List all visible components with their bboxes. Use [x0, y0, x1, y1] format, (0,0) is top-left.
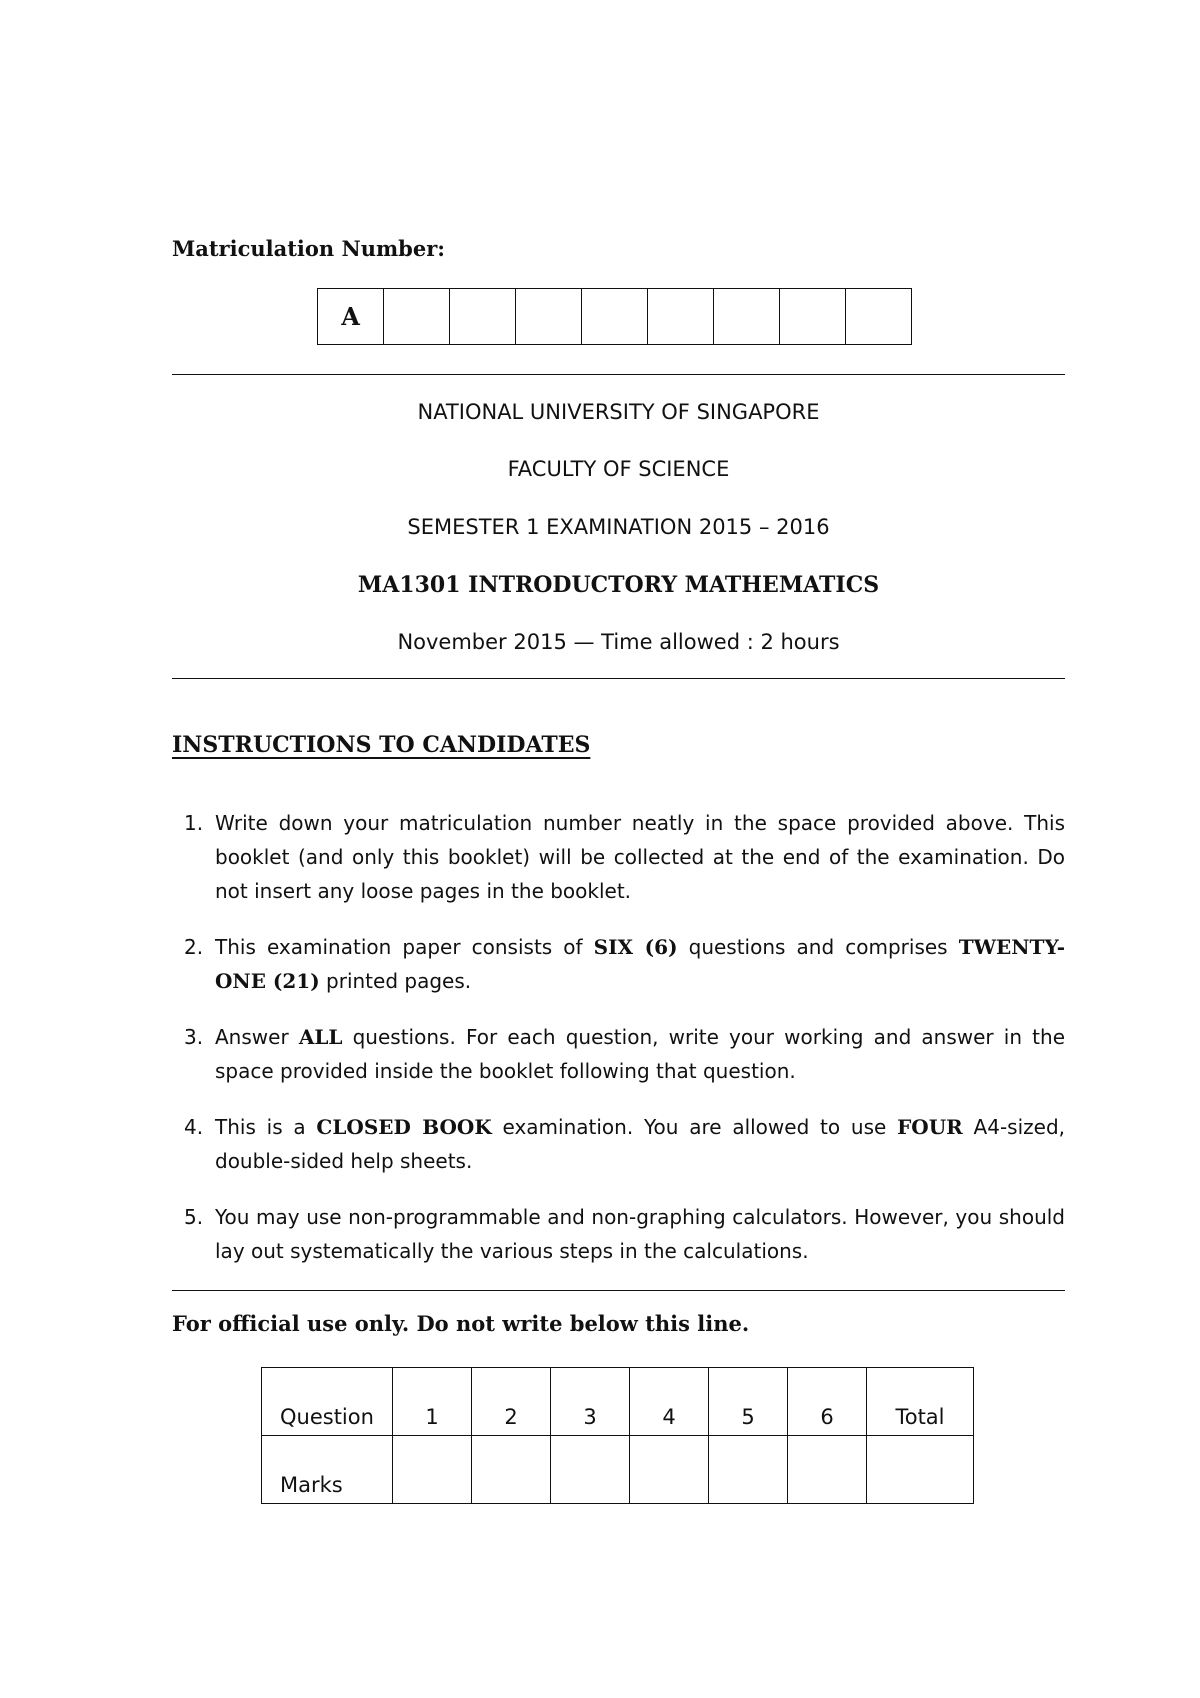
marks-label: Marks: [262, 1436, 393, 1504]
instruction-text: questions and comprises: [677, 935, 959, 959]
instruction-item: [172, 1020, 1065, 1088]
matric-digit-box[interactable]: [384, 289, 450, 345]
question-row: [262, 1368, 974, 1436]
course-title: MA1301 INTRODUCTORY MATHEMATICS: [357, 572, 880, 598]
marks-cell[interactable]: [630, 1436, 709, 1504]
instruction-text: You may use non-programmable and non-graphing calculators. However, you should lay out systematically the various steps in the calculations.: [215, 1205, 1065, 1263]
matric-digit-box[interactable]: [450, 289, 516, 345]
matric-digit-box[interactable]: [846, 289, 912, 345]
matric-digit-box[interactable]: [516, 289, 582, 345]
faculty-name: FACULTY OF SCIENCE: [507, 457, 730, 481]
total-marks-cell[interactable]: [867, 1436, 974, 1504]
instruction-emphasis: TWENTY-ONE (21): [215, 935, 1066, 993]
matric-digit-box[interactable]: [714, 289, 780, 345]
instruction-text: This examination paper consists of: [215, 935, 594, 959]
divider-header-bottom: [172, 678, 1065, 679]
marks-cell[interactable]: [393, 1436, 472, 1504]
marks-cell[interactable]: [551, 1436, 630, 1504]
divider-official: [172, 1290, 1065, 1291]
question-number: 6: [788, 1368, 867, 1436]
instruction-item: [172, 806, 1065, 908]
instructions-heading: INSTRUCTIONS TO CANDIDATES: [172, 732, 591, 758]
instruction-text: This is a: [215, 1115, 317, 1139]
instruction-emphasis: SIX (6): [593, 935, 678, 959]
question-number: 1: [393, 1368, 472, 1436]
question-number: 5: [709, 1368, 788, 1436]
instruction-number: 1.: [184, 811, 204, 835]
matriculation-boxes: [317, 288, 912, 345]
semester-title: SEMESTER 1 EXAMINATION 2015 – 2016: [407, 515, 830, 539]
instruction-text: examination. You are allowed to use: [491, 1115, 898, 1139]
marks-table: [261, 1367, 974, 1504]
divider-top: [172, 374, 1065, 375]
instruction-number: 4.: [184, 1115, 204, 1139]
instruction-emphasis: FOUR: [897, 1115, 963, 1139]
question-number: 2: [472, 1368, 551, 1436]
instruction-emphasis: ALL: [298, 1025, 343, 1049]
instruction-number: 3.: [184, 1025, 204, 1049]
matriculation-label: Matriculation Number:: [172, 236, 446, 261]
instruction-item: [172, 930, 1065, 998]
total-label: Total: [867, 1368, 974, 1436]
matric-digit-box[interactable]: [648, 289, 714, 345]
instruction-text: questions. For each question, write your working and answer in the space provided inside the booklet following that question.: [215, 1025, 1065, 1083]
question-number: 3: [551, 1368, 630, 1436]
matric-prefix-box: A: [318, 289, 384, 345]
instruction-text: Write down your matriculation number neatly in the space provided above. This booklet (and only this booklet) will be collected at the end of the examination. Do not insert any loose pages in the booklet.: [215, 811, 1065, 903]
marks-cell[interactable]: [709, 1436, 788, 1504]
instructions-list: [172, 806, 1065, 1290]
marks-cell[interactable]: [472, 1436, 551, 1504]
instruction-number: 2.: [184, 935, 204, 959]
instruction-text: A4-sized, double-sided help sheets.: [215, 1115, 1065, 1173]
instruction-number: 5.: [184, 1205, 204, 1229]
instruction-text: printed pages.: [319, 969, 472, 993]
official-use-note: For official use only. Do not write below this line.: [172, 1311, 750, 1336]
exam-date-time: November 2015 — Time allowed : 2 hours: [397, 630, 840, 654]
question-label: Question: [262, 1368, 393, 1436]
matric-digit-box[interactable]: [780, 289, 846, 345]
instruction-item: [172, 1200, 1065, 1268]
matric-digit-box[interactable]: [582, 289, 648, 345]
university-name: NATIONAL UNIVERSITY OF SINGAPORE: [417, 400, 820, 424]
instruction-item: [172, 1110, 1065, 1178]
marks-row: [262, 1436, 974, 1504]
instruction-text: Answer: [215, 1025, 299, 1049]
question-number: 4: [630, 1368, 709, 1436]
marks-cell[interactable]: [788, 1436, 867, 1504]
instruction-emphasis: CLOSED BOOK: [316, 1115, 492, 1139]
